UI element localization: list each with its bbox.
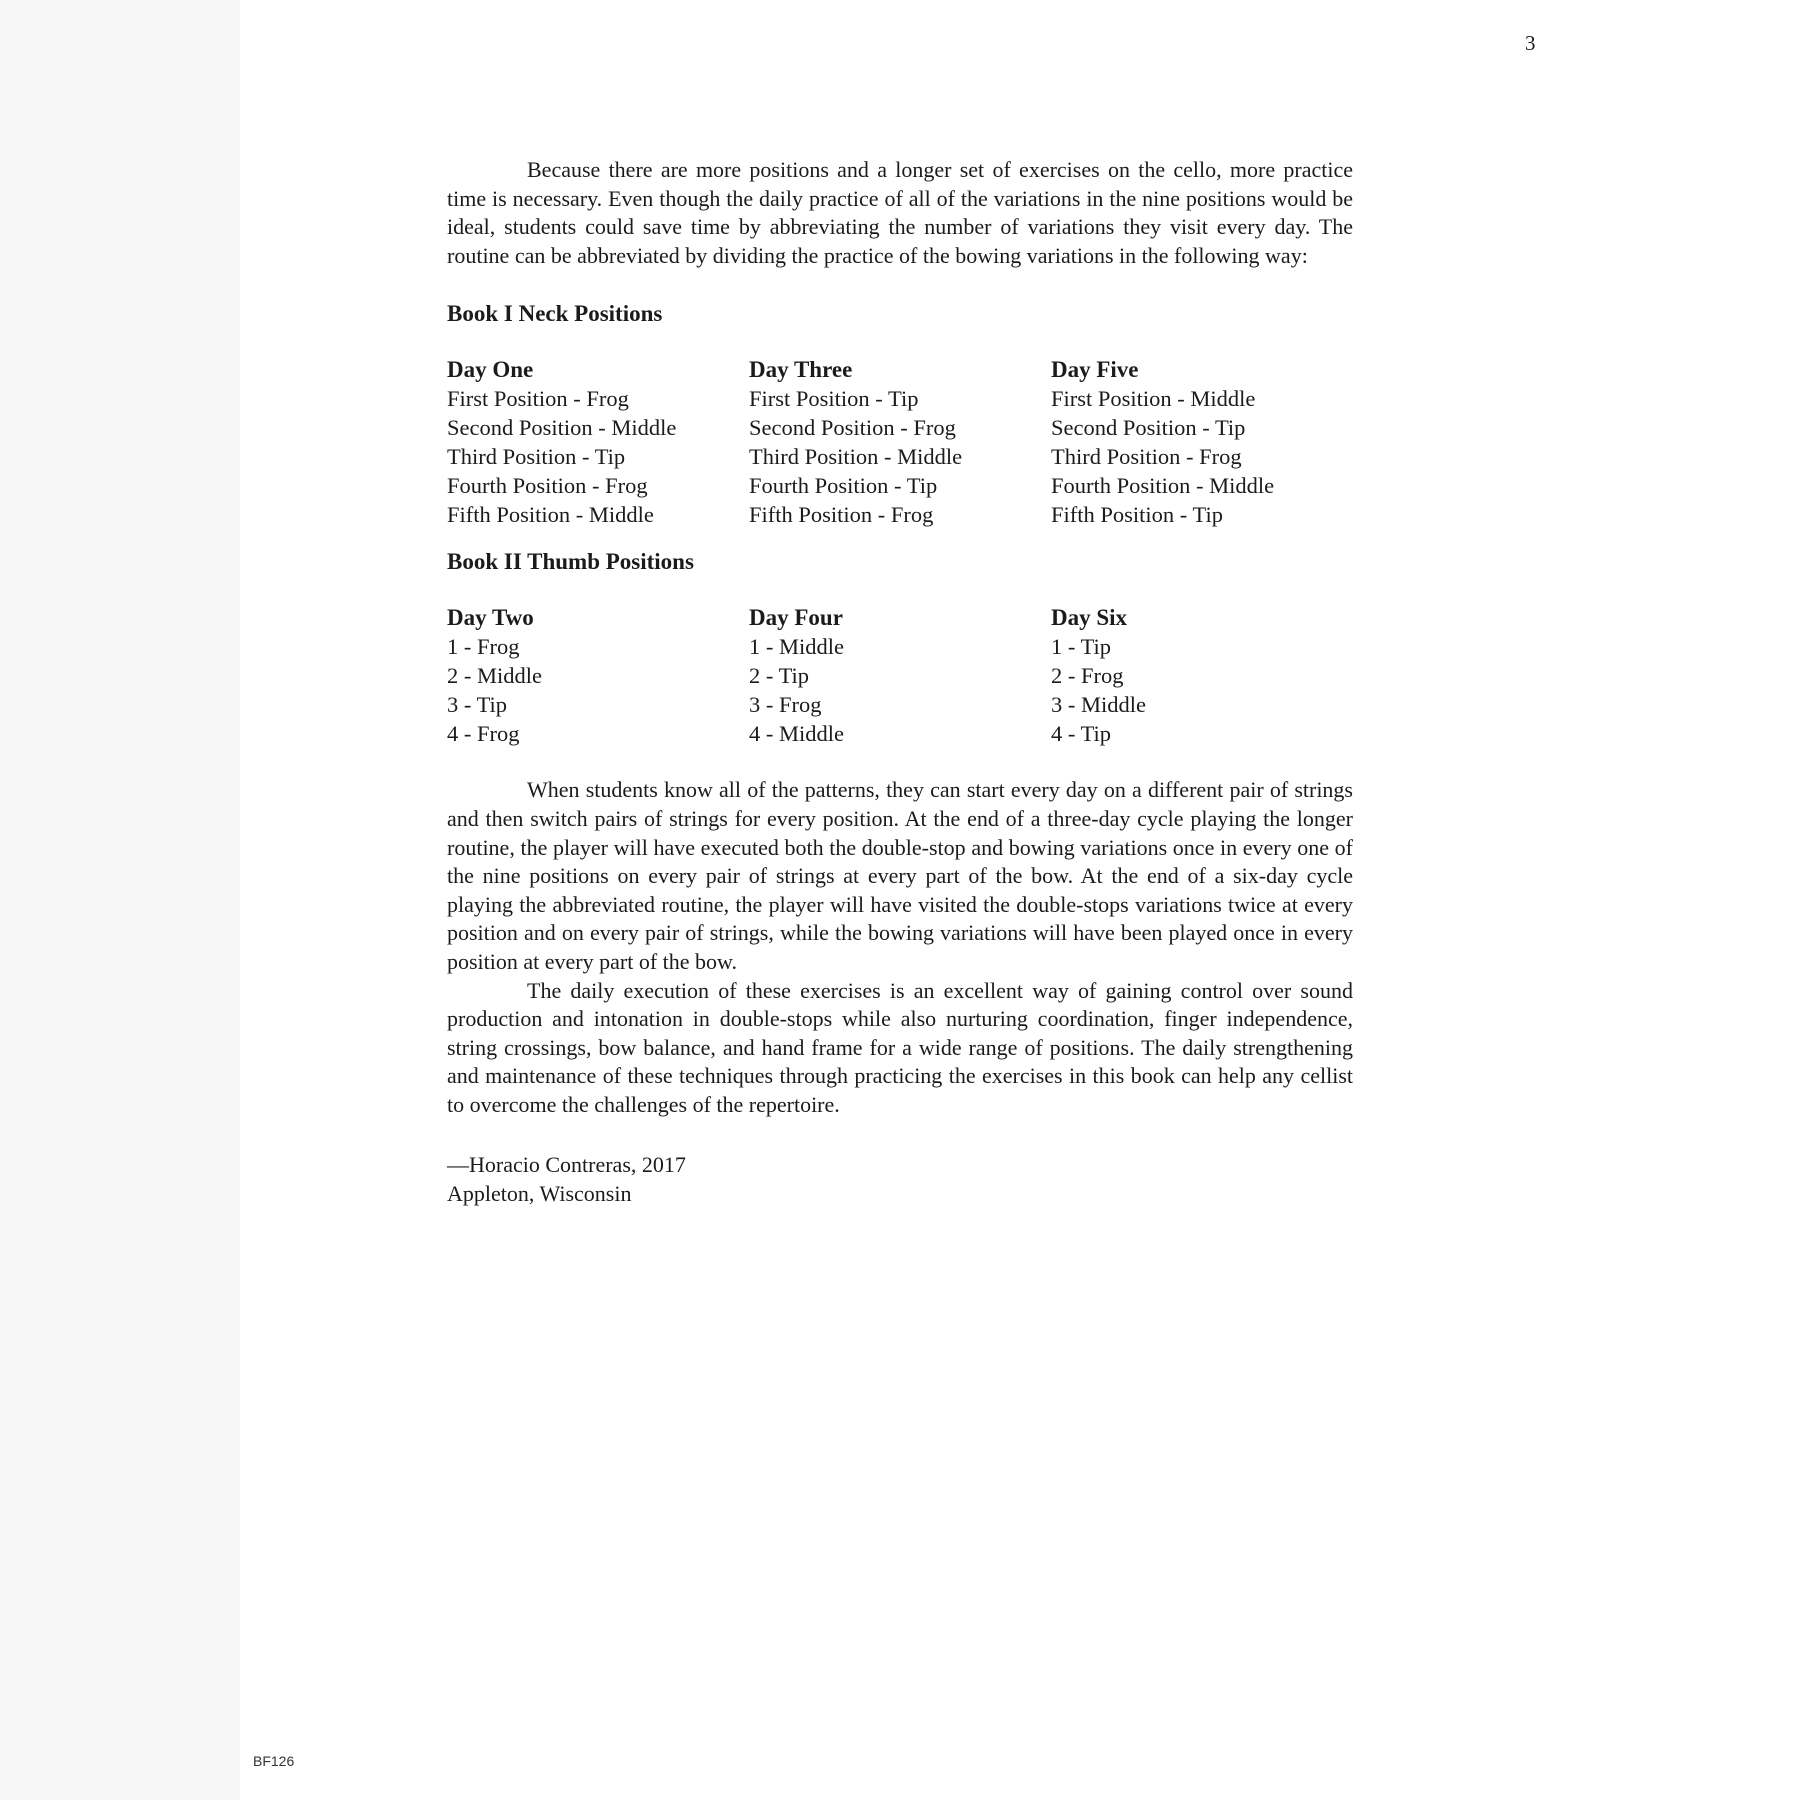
list-item: Second Position - Tip [1051, 415, 1246, 441]
list-item: 1 - Tip [1051, 634, 1112, 660]
book1-days [447, 355, 1353, 529]
day-two-column [447, 603, 749, 748]
list-item: Fourth Position - Tip [749, 473, 938, 499]
list-item: 2 - Middle [447, 663, 542, 689]
day-title: Day Two [447, 605, 534, 631]
day-six-column [1051, 603, 1353, 748]
list-item: 4 - Middle [749, 721, 844, 747]
book2-heading: Book II Thumb Positions [447, 549, 694, 575]
list-item: 2 - Frog [1051, 663, 1124, 689]
list-item: Third Position - Tip [447, 444, 626, 470]
signature-block [447, 1150, 1353, 1208]
intro-paragraph: Because there are more positions and a longer set of exercises on the cello, more practice time is necessary. Even though the daily practice of all of the variations in the nine positions would be ideal, students could save time by abbreviating the number of variations they visit every day. The routine can be abbreviated by dividing the practice of the bowing variations in the following way: [447, 157, 1353, 268]
list-item: 1 - Middle [749, 634, 844, 660]
list-item: Fourth Position - Middle [1051, 473, 1275, 499]
list-item: 2 - Tip [749, 663, 810, 689]
daily-execution-paragraph: The daily execution of these exercises is an excellent way of gaining control over sound production and intonation in double-stops while also nurturing coordination, finger independence, string crossings, bow balance, and hand frame for a wide range of positions. The daily strengthening and maintenance of these techniques through practicing the exercises in this book can help any cellist to overcome the challenges of the repertoire. [447, 977, 1353, 1117]
list-item: Fifth Position - Tip [1051, 502, 1223, 528]
day-title: Day One [447, 357, 534, 383]
day-one-column [447, 355, 749, 529]
list-item: Second Position - Frog [749, 415, 956, 441]
day-three-column [749, 355, 1051, 529]
page-number: 3 [1525, 31, 1536, 55]
catalog-code: BF126 [253, 1753, 295, 1769]
list-item: 3 - Tip [447, 692, 508, 718]
list-item: Second Position - Middle [447, 415, 677, 441]
day-title: Day Four [749, 605, 843, 631]
list-item: 1 - Frog [447, 634, 520, 660]
list-item: 4 - Tip [1051, 721, 1112, 747]
list-item: Fifth Position - Middle [447, 502, 654, 528]
day-title: Day Three [749, 357, 853, 383]
list-item: 4 - Frog [447, 721, 520, 747]
patterns-paragraph: When students know all of the patterns, they can start every day on a different pair of strings and then switch pairs of strings for every position. At the end of a three-day cycle playing the longer routine, the player will have executed both the double-stop and bowing variations once in every one of the nine positions on every pair of strings at every part of the bow. At the end of a six-day cycle playing the abbreviated routine, the player will have visited the double-stops variations twice at every position and on every pair of strings, while the bowing variations will have been played once in every position at every part of the bow. [447, 777, 1353, 974]
list-item: Third Position - Middle [749, 444, 963, 470]
day-five-column [1051, 355, 1353, 529]
signature-author: —Horacio Contreras, 2017 [447, 1151, 686, 1177]
signature-location: Appleton, Wisconsin [447, 1180, 632, 1206]
page-content [447, 156, 1353, 1208]
list-item: Third Position - Frog [1051, 444, 1242, 470]
list-item: First Position - Frog [447, 386, 629, 412]
day-title: Day Six [1051, 605, 1128, 631]
list-item: 3 - Frog [749, 692, 822, 718]
book2-days [447, 603, 1353, 748]
list-item: First Position - Middle [1051, 386, 1256, 412]
list-item: Fourth Position - Frog [447, 473, 648, 499]
day-four-column [749, 603, 1051, 748]
book1-heading: Book I Neck Positions [447, 301, 663, 327]
scan-margin [0, 0, 240, 1800]
day-title: Day Five [1051, 357, 1139, 383]
list-item: Fifth Position - Frog [749, 502, 934, 528]
list-item: First Position - Tip [749, 386, 919, 412]
list-item: 3 - Middle [1051, 692, 1146, 718]
